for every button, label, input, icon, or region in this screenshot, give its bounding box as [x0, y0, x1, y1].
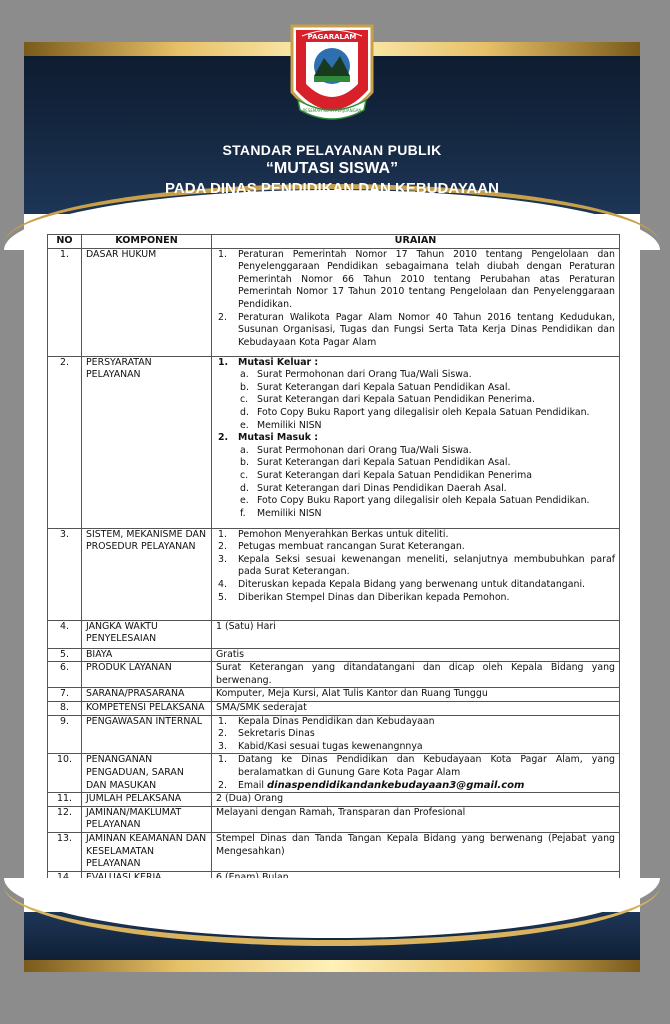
document-sheet [24, 33, 640, 972]
row-description [212, 356, 620, 528]
row-description: Surat Keterangan yang ditandatangani dan dicap oleh Kepala Bidang yang berwenang. [212, 662, 620, 688]
col-header-komponen: KOMPONEN [82, 235, 212, 249]
item-text: Surat Permohonan dari Orang Tua/Wali Siswa. [257, 444, 472, 456]
item-text: Surat Keterangan dari Dinas Pendidikan Daerah Asal. [257, 482, 507, 494]
item-text: Surat Keterangan dari Kepala Satuan Pendidikan Penerima [257, 469, 532, 481]
list-item [216, 369, 615, 382]
list-item [216, 554, 615, 579]
item-letter: e. [240, 495, 249, 507]
title-line-4: KOTA PAGAR ALAM [259, 198, 405, 215]
title-line-3: PADA DINAS PENDIDIKAN DAN KEBUDAYAAN [165, 180, 499, 197]
city-emblem-icon [284, 20, 380, 138]
item-text [238, 780, 615, 793]
row-number: 13. [48, 832, 82, 871]
row-number: 9. [48, 715, 82, 754]
table-row [48, 688, 620, 702]
row-number: 3. [48, 528, 82, 620]
list-item [216, 470, 615, 483]
item-number: 2. [218, 541, 227, 553]
table-row [48, 356, 620, 528]
email-address: dinaspendidikandankebudayaan3@gmail.com [267, 779, 525, 791]
table-row [48, 715, 620, 754]
item-letter: a. [240, 369, 249, 381]
item-text: Peraturan Walikota Pagar Alam Nomor 40 Tahun 2016 tentang Kedudukan, Susunan Organisasi, Tugas dan Fungsi Serta Tata Kerja Dinas Pendidikan dan Kebudayaan Kota Pagar Alam [238, 311, 615, 348]
item-letter: c. [240, 394, 249, 406]
item-letter: b. [240, 457, 249, 469]
list-item [216, 445, 615, 458]
row-number: 10. [48, 754, 82, 793]
table-row [48, 620, 620, 648]
list-item [216, 312, 615, 350]
item-text: Memiliki NISN [257, 507, 322, 519]
group-number: 1. [218, 356, 229, 368]
item-text: Datang ke Dinas Pendidikan dan Kebudayaan Kota Pagar Alam, yang beralamatkan di Gunung Gare Kota Pagar Alam [238, 754, 615, 778]
item-number: 1. [218, 248, 227, 260]
table-row [48, 648, 620, 662]
item-letter: e. [240, 419, 249, 431]
row-description: Komputer, Meja Kursi, Alat Tulis Kantor dan Ruang Tunggu [212, 688, 620, 702]
list-item [216, 249, 615, 312]
item-letter: f. [240, 507, 246, 519]
row-component: DASAR HUKUM [82, 248, 212, 356]
list-item [216, 754, 615, 779]
row-description: Stempel Dinas dan Tanda Tangan Kepala Bidang yang berwenang (Pejabat yang Mengesahkan) [212, 832, 620, 871]
list-item [216, 382, 615, 395]
item-number: 4. [218, 578, 227, 590]
row-component: SARANA/PRASARANA [82, 688, 212, 702]
item-number: 2. [218, 728, 227, 740]
list-item [216, 541, 615, 554]
emblem-name: PAGARALAM [307, 33, 357, 41]
row-number: 6. [48, 662, 82, 688]
item-text: Petugas membuat rancangan Surat Keterangan. [238, 541, 465, 553]
item-letter: b. [240, 381, 249, 393]
list-item [216, 407, 615, 420]
table-row [48, 662, 620, 688]
row-description [212, 528, 620, 620]
row-description: SMA/SMK sederajat [212, 701, 620, 715]
row-number: 4. [48, 620, 82, 648]
item-text: Kabid/Kasi sesuai tugas kewenangnnya [238, 740, 423, 752]
item-text: Diteruskan kepada Kepala Bidang yang berwenang untuk ditandatangani. [238, 578, 586, 590]
item-letter: a. [240, 444, 249, 456]
row-component: KOMPETENSI PELAKSANA [82, 701, 212, 715]
table-row [48, 832, 620, 871]
row-component: JUMLAH PELAKSANA [82, 793, 212, 807]
row-number: 11. [48, 793, 82, 807]
table-row [48, 701, 620, 715]
requirement-group-title [216, 357, 615, 370]
item-number: 2. [218, 779, 227, 791]
emblem-motto: BESEMAH KOTA PERJUANGAN [302, 108, 362, 113]
item-number: 2. [218, 311, 227, 323]
group-title: Mutasi Masuk : [238, 432, 319, 444]
row-description [212, 754, 620, 793]
item-text: Memiliki NISN [257, 419, 322, 431]
row-component: SISTEM, MEKANISME DAN PROSEDUR PELAYANAN [82, 528, 212, 620]
col-header-no: NO [48, 235, 82, 249]
row-number: 1. [48, 248, 82, 356]
row-component: JAMINAN KEAMANAN DAN KESELAMATAN PELAYANAN [82, 832, 212, 871]
title-line-2: “MUTASI SISWA” [265, 160, 399, 177]
list-item [216, 592, 615, 605]
row-description: Gratis [212, 648, 620, 662]
row-number: 8. [48, 701, 82, 715]
table-row [48, 806, 620, 832]
row-description: 1 (Satu) Hari [212, 620, 620, 648]
item-text: Kepala Dinas Pendidikan dan Kebudayaan [238, 715, 435, 727]
list-item [216, 495, 615, 508]
item-number: 1. [218, 715, 227, 727]
document-title-block [24, 142, 640, 215]
row-component: PERSYARATAN PELAYANAN [82, 356, 212, 528]
list-item [216, 579, 615, 592]
list-item [216, 457, 615, 470]
row-number: 7. [48, 688, 82, 702]
row-description: 2 (Dua) Orang [212, 793, 620, 807]
item-text: Kepala Seksi sesuai kewenangan meneliti, selanjutnya membubuhkan paraf pada Surat Keterangan. [238, 553, 615, 578]
item-letter: d. [240, 482, 249, 494]
list-item [216, 716, 615, 729]
list-item [216, 728, 615, 741]
list-item [216, 483, 615, 496]
item-text: Diberikan Stempel Dinas dan Diberikan kepada Pemohon. [238, 591, 510, 603]
item-text: Peraturan Pemerintah Nomor 17 Tahun 2010 tentang Pengelolaan dan Penyelenggaraan Pendidikan sebagaimana telah diubah dengan Peraturan Pemerintah Nomor 66 Tahun 2010 tentang Perubahan atas Peraturan Pemerintah Nomor 17 Tahun 2010 tentang Pengelolaan dan Penyelenggaraan Pendidikan. [238, 248, 615, 310]
row-description: Melayani dengan Ramah, Transparan dan Profesional [212, 806, 620, 832]
list-item [216, 508, 615, 521]
item-text: Surat Permohonan dari Orang Tua/Wali Siswa. [257, 369, 472, 381]
row-component: BIAYA [82, 648, 212, 662]
group-number: 2. [218, 432, 229, 444]
table-row [48, 248, 620, 356]
item-number: 3. [218, 740, 227, 752]
item-letter: c. [240, 469, 249, 481]
row-number: 12. [48, 806, 82, 832]
item-text: Surat Keterangan dari Kepala Satuan Pendidikan Penerima. [257, 394, 535, 406]
list-item [216, 420, 615, 433]
item-text: Surat Keterangan dari Kepala Satuan Pendidikan Asal. [257, 381, 511, 393]
item-number: 1. [218, 528, 227, 540]
title-line-1: STANDAR PELAYANAN PUBLIK [222, 142, 442, 158]
list-item [216, 741, 615, 754]
row-number: 5. [48, 648, 82, 662]
list-item [216, 394, 615, 407]
row-description [212, 248, 620, 356]
service-standard-table [47, 234, 620, 898]
list-item [216, 529, 615, 542]
row-number: 2. [48, 356, 82, 528]
gold-trim-bottom [24, 960, 640, 972]
item-text: Surat Keterangan dari Kepala Satuan Pendidikan Asal. [257, 457, 511, 469]
col-header-uraian: URAIAN [212, 235, 620, 249]
item-text: Sekretaris Dinas [238, 728, 315, 740]
row-component: JAMINAN/MAKLUMAT PELAYANAN [82, 806, 212, 832]
item-letter: d. [240, 406, 249, 418]
item-number: 1. [218, 754, 227, 766]
item-text: Foto Copy Buku Raport yang dilegalisir oleh Kepala Satuan Pendidikan. [257, 406, 590, 418]
item-text: Pemohon Menyerahkan Berkas untuk diteliti. [238, 528, 449, 540]
item-text: Foto Copy Buku Raport yang dilegalisir oleh Kepala Satuan Pendidikan. [257, 495, 590, 507]
row-component: PENANGANAN PENGADUAN, SARAN DAN MASUKAN [82, 754, 212, 793]
item-number: 5. [218, 591, 227, 603]
requirement-group-title [216, 432, 615, 445]
table-row [48, 754, 620, 793]
row-description [212, 715, 620, 754]
item-number: 3. [218, 553, 227, 565]
list-item [216, 780, 615, 793]
table-header-row [48, 235, 620, 249]
group-title: Mutasi Keluar : [238, 356, 319, 368]
row-component: PENGAWASAN INTERNAL [82, 715, 212, 754]
table-row [48, 793, 620, 807]
table-row [48, 528, 620, 620]
row-component: JANGKA WAKTU PENYELESAIAN [82, 620, 212, 648]
row-component: PRODUK LAYANAN [82, 662, 212, 688]
email-label: Email [238, 779, 265, 791]
